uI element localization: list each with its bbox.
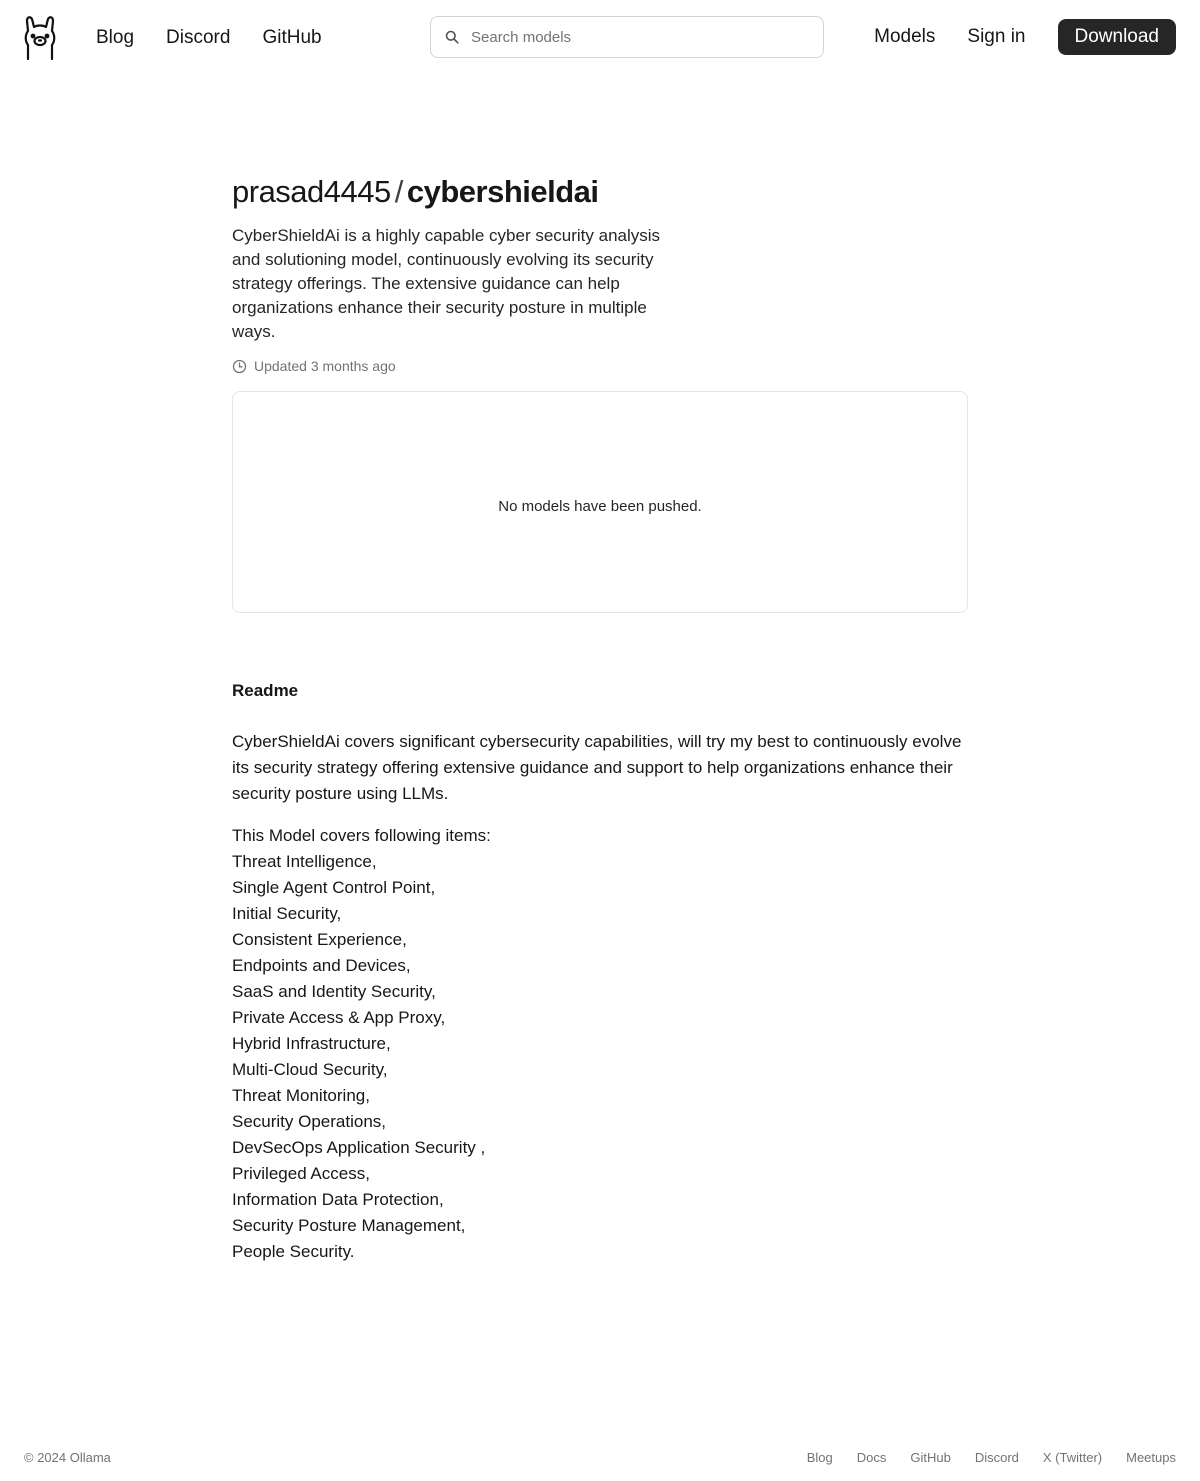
search-input[interactable] <box>471 29 791 46</box>
search-icon <box>445 30 459 44</box>
secondary-nav <box>874 19 1176 55</box>
list-item: Privileged Access, <box>232 1164 370 1183</box>
footer-nav <box>807 1450 1176 1465</box>
updated-text: Updated 3 months ago <box>254 358 396 374</box>
footer-discord-link[interactable]: Discord <box>974 1450 1019 1465</box>
list-item: SaaS and Identity Security, <box>232 982 436 1001</box>
site-footer <box>24 1450 1176 1470</box>
list-item: Hybrid Infrastructure, <box>232 1034 391 1053</box>
readme-heading: Readme <box>232 681 299 700</box>
footer-docs-link[interactable]: Docs <box>856 1450 887 1465</box>
empty-state-message: No models have been pushed. <box>498 497 702 515</box>
ollama-logo-icon[interactable] <box>22 15 58 61</box>
list-item: Multi-Cloud Security, <box>232 1060 388 1079</box>
readme-paragraph: CyberShieldAi covers significant cybersecurity capabilities, will try my best to continuously evolve its security strategy offering extensive guidance and support to help organizations enhance their security posture using LLMs. <box>232 732 962 803</box>
copyright-text: © 2024 Ollama <box>24 1450 111 1465</box>
model-page <box>232 172 968 1265</box>
model-description: CyberShieldAi is a highly capable cyber security analysis and solutioning model, continuously evolving its security strategy offerings. The extensive guidance can help organizations enhance their security posture in multiple ways. <box>232 226 661 341</box>
list-item: Threat Intelligence, <box>232 852 377 871</box>
model-tags-panel <box>232 391 968 613</box>
list-item: Endpoints and Devices, <box>232 956 411 975</box>
nav-discord-link[interactable]: Discord <box>166 27 231 48</box>
site-header <box>0 0 1200 76</box>
footer-github-link[interactable]: GitHub <box>910 1450 951 1465</box>
owner-name[interactable]: prasad4445 <box>232 174 391 209</box>
page-title <box>232 172 968 212</box>
nav-blog-link[interactable]: Blog <box>96 27 135 48</box>
list-item: People Security. <box>232 1242 355 1261</box>
search-box[interactable] <box>430 16 824 58</box>
nav-models-link[interactable]: Models <box>874 26 936 47</box>
list-item: Single Agent Control Point, <box>232 878 436 897</box>
list-item: Security Operations, <box>232 1112 387 1131</box>
title-separator: / <box>394 174 403 209</box>
list-item: Private Access & App Proxy, <box>232 1008 446 1027</box>
footer-blog-link[interactable]: Blog <box>806 1450 833 1465</box>
model-name: cybershieldai <box>406 174 599 209</box>
nav-github-link[interactable]: GitHub <box>262 27 322 48</box>
clock-icon <box>232 359 247 374</box>
readme-list-intro: This Model covers following items: <box>232 826 491 845</box>
readme-list <box>232 823 968 1265</box>
list-item: Consistent Experience, <box>232 930 407 949</box>
download-button[interactable]: Download <box>1058 19 1177 55</box>
sign-in-link[interactable]: Sign in <box>967 26 1026 47</box>
updated-info <box>232 358 968 374</box>
list-item: DevSecOps Application Security , <box>232 1138 486 1157</box>
list-item: Security Posture Management, <box>232 1216 466 1235</box>
footer-twitter-link[interactable]: X (Twitter) <box>1042 1450 1103 1465</box>
list-item: Information Data Protection, <box>232 1190 444 1209</box>
primary-nav <box>96 24 322 52</box>
footer-meetups-link[interactable]: Meetups <box>1126 1450 1176 1465</box>
list-item: Threat Monitoring, <box>232 1086 370 1105</box>
list-item: Initial Security, <box>232 904 342 923</box>
